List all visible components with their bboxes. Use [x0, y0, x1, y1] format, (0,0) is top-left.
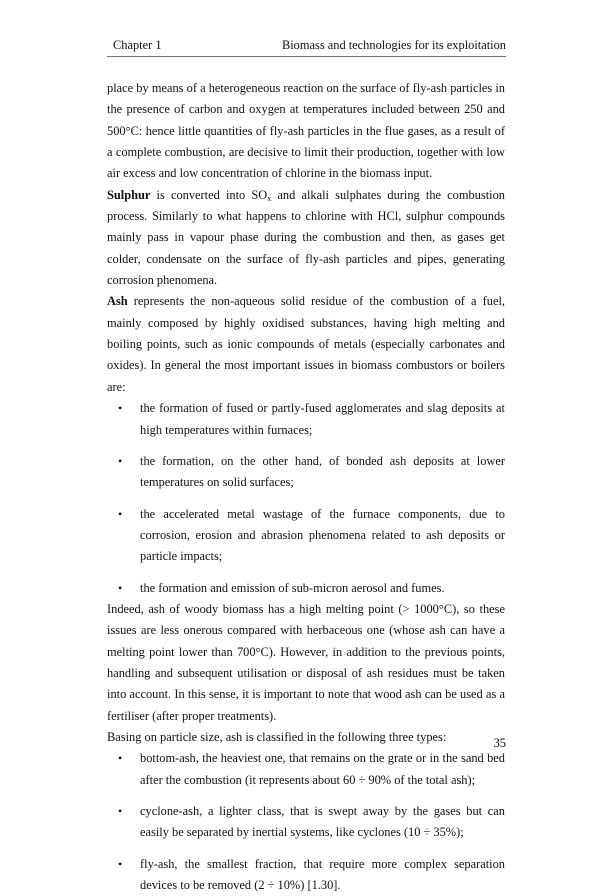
- running-header-title: Biomass and technologies for its exploitation: [281, 38, 506, 52]
- sox-subscript: x: [267, 193, 272, 203]
- list-item: [107, 504, 505, 568]
- bullet-icon: •: [118, 453, 123, 468]
- list-item: [107, 578, 505, 599]
- list-item: [107, 748, 505, 791]
- list-item: [107, 801, 505, 844]
- list-item: [107, 398, 505, 441]
- bullet-icon: •: [118, 401, 123, 416]
- list-item-text: the formation of fused or partly-fused agglomerates and slag deposits at high temperatures within furnaces;: [140, 401, 505, 437]
- page-body: [107, 78, 505, 896]
- bullet-icon: •: [118, 506, 123, 521]
- list-item-text: the accelerated metal wastage of the furnace components, due to corrosion, erosion and abrasion phenomena related to ash deposits or particle impacts;: [140, 506, 505, 564]
- ash-text: represents the non-aqueous solid residue of the combustion of a fuel, mainly composed by highly oxidised substances, having high melting and boiling points, such as ionic compounds of metals (especially carbonates and oxides). In general the most important issues in biomass combustors or boilers are:: [107, 294, 505, 394]
- paragraph-intro: place by means of a heterogeneous reaction on the surface of fly-ash particles in the presence of carbon and oxygen at temperatures included between 250 and 500°C: hence little quantities of fly-ash particles in the flue gases, as a result of a complete combustion, are decisive to limit their production, together with low air excess and low concentration of chlorine in the biomass input.: [107, 81, 505, 181]
- list-item-text: the formation, on the other hand, of bonded ash deposits at lower temperatures on solid surfaces;: [140, 453, 505, 490]
- paragraph-woody-biomass: Indeed, ash of woody biomass has a high melting point (> 1000°C), so these issues are less onerous compared with herbaceous one (whose ash can have a melting point lower than 700°C). However, in addition to the previous points, handling and subsequent utilisation or disposal of ash residues must be taken into account. In this sense, it is important to note that wood ash can be used as a fertiliser (after proper treatments).: [107, 601, 505, 723]
- term-sulphur: Sulphur: [107, 187, 151, 202]
- ash-issues-list: [107, 398, 505, 599]
- list-item-text: fly-ash, the smallest fraction, that require more complex separation devices to be removed (2 ÷ 10%) [1.30].: [140, 856, 505, 893]
- sulphur-text-b: and alkali sulphates during the combustion process. Similarly to what happens to chlorine with HCl, sulphur compounds mainly pass in vapour phase during the combustion and then, as gases get colder, condensate on the surface of fly-ash particles and pipes, generating corrosion phenomena.: [107, 187, 505, 288]
- list-item: [107, 854, 505, 896]
- bullet-icon: •: [118, 580, 123, 595]
- header-rule: [107, 56, 506, 57]
- paragraph-ash: [107, 291, 505, 398]
- bullet-icon: •: [118, 804, 123, 818]
- list-item-text: bottom-ash, the heaviest one, that remains on the grate or in the sand bed after the combustion (it represents about 60 ÷ 90% of the total ash);: [140, 751, 505, 787]
- bullet-icon: •: [118, 751, 123, 766]
- term-ash: Ash: [107, 294, 128, 309]
- list-item: [107, 451, 505, 494]
- paragraph-sulphur: [107, 185, 505, 292]
- ash-types-list: [107, 748, 505, 896]
- sulphur-text-a: is converted into SO: [150, 187, 268, 202]
- list-item-text: cyclone-ash, a lighter class, that is swept away by the gases but can easily be separated by inertial systems, like cyclones (10 ÷ 35%);: [140, 804, 505, 840]
- running-header-chapter: Chapter 1: [113, 38, 162, 52]
- paragraph-classification: Basing on particle size, ash is classified in the following three types:: [107, 729, 447, 744]
- page-number: 35: [493, 736, 506, 750]
- bullet-icon: •: [118, 856, 123, 871]
- list-item-text: the formation and emission of sub-micron aerosol and fumes.: [140, 580, 445, 595]
